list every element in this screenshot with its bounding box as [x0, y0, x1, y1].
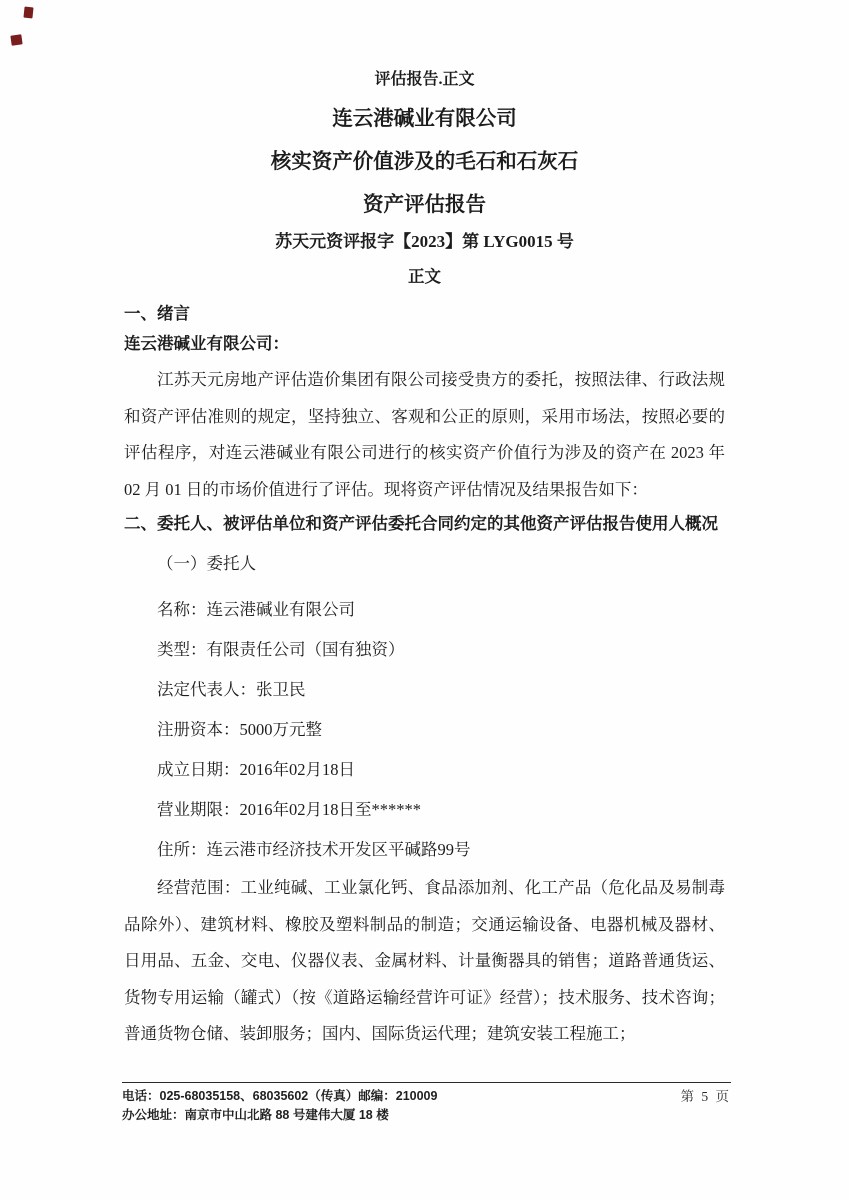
subsection-client-heading: （一）委托人 [157, 554, 256, 573]
red-stamp-mark-1 [23, 7, 33, 19]
field-address: 住所：连云港市经济技术开发区平碱路99号 [157, 840, 471, 859]
document-content [124, 0, 725, 1053]
footer-page-number: 第 5 页 [680, 1089, 731, 1104]
body-section-label: 正文 [408, 267, 441, 286]
section-2-heading: 二、委托人、被评估单位和资产评估委托合同约定的其他资产评估报告使用人概况 [124, 514, 718, 533]
salutation-line: 连云港碱业有限公司： [124, 334, 289, 353]
field-establish-date: 成立日期：2016年02月18日 [157, 760, 355, 779]
client-fields [124, 590, 725, 870]
report-title-line-3: 资产评估报告 [363, 194, 486, 216]
field-registered-capital: 注册资本：5000万元整 [157, 720, 322, 739]
footer-contact-block [122, 1087, 437, 1125]
field-type: 类型：有限责任公司（国有独资） [157, 640, 405, 659]
field-business-term: 营业期限：2016年02月18日至****** [157, 800, 421, 819]
business-scope-paragraph: 经营范围：工业纯碱、工业氯化钙、食品添加剂、化工产品（危化品及易制毒品除外）、建筑材料、橡胶及塑料制品的制造；交通运输设备、电器机械及器材、日用品、五金、交电、仪器仪表、金属材料、计量衡器具的销售；道路普通货运、货物专用运输（罐式）（按《道路运输经营许可证》经营）；技术服务、技术咨询；普通货物仓储、装卸服务；国内、国际货运代理；建筑安装工程施工； [124, 878, 725, 1043]
footer-phone-line: 电话：025-68035158、68035602（传真）邮编：210009 [122, 1089, 438, 1103]
report-number: 苏天元资评报字【2023】第 LYG0015 号 [275, 232, 574, 251]
field-legal-representative: 法定代表人：张卫民 [157, 680, 306, 699]
footer-address-line: 办公地址：南京市中山北路 88 号建伟大厦 18 楼 [122, 1108, 389, 1122]
section-1-heading: 一、绪言 [124, 304, 190, 323]
report-title-line-1: 连云港碱业有限公司 [332, 108, 517, 130]
report-title-line-2: 核实资产价值涉及的毛石和石灰石 [270, 151, 579, 173]
field-name: 名称：连云港碱业有限公司 [157, 600, 355, 619]
doc-title-label: 评估报告.正文 [374, 71, 475, 88]
red-stamp-mark-2 [10, 34, 22, 45]
page-footer [122, 1082, 731, 1125]
intro-paragraph: 江苏天元房地产评估造价集团有限公司接受贵方的委托，按照法律、行政法规和资产评估准则的规定，坚持独立、客观和公正的原则，采用市场法，按照必要的评估程序，对连云港碱业有限公司进行的核实资产价值行为涉及的资产在 2023 年 02 月 01 日的市场价值进行了评估。现将资产评估情况及结果报告如下： [124, 370, 725, 499]
